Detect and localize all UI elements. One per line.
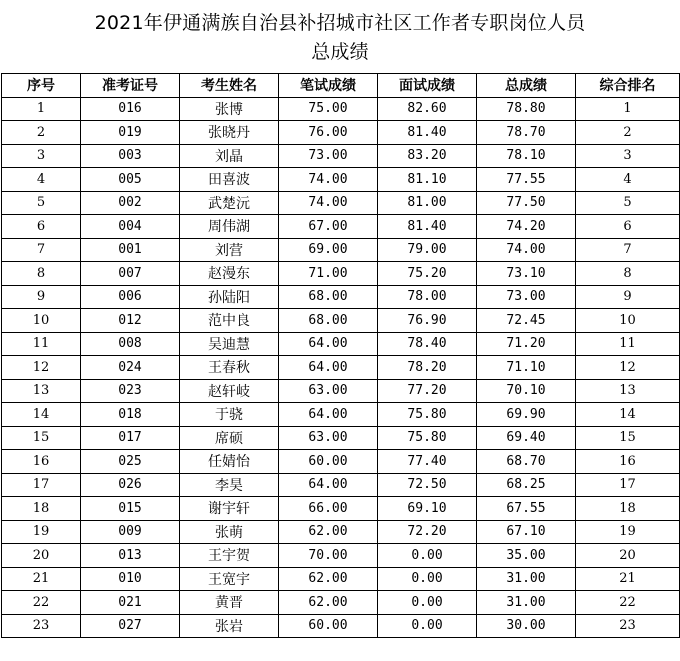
cell-candidate-name: 王宽宇 — [180, 567, 279, 591]
cell-serial-number: 17 — [2, 473, 81, 497]
cell-exam-ticket-number: 024 — [81, 356, 180, 380]
cell-total-score: 68.25 — [477, 473, 576, 497]
cell-overall-rank: 1 — [576, 97, 680, 121]
cell-interview-score: 77.40 — [378, 450, 477, 474]
cell-serial-number: 8 — [2, 262, 81, 286]
cell-total-score: 30.00 — [477, 614, 576, 638]
cell-overall-rank: 9 — [576, 285, 680, 309]
cell-written-score: 69.00 — [279, 238, 378, 262]
cell-exam-ticket-number: 006 — [81, 285, 180, 309]
cell-serial-number: 19 — [2, 520, 81, 544]
cell-written-score: 73.00 — [279, 144, 378, 168]
cell-overall-rank: 15 — [576, 426, 680, 450]
cell-overall-rank: 12 — [576, 356, 680, 380]
cell-written-score: 64.00 — [279, 332, 378, 356]
table-row — [2, 450, 680, 474]
cell-overall-rank: 23 — [576, 614, 680, 638]
header-exam-ticket-number: 准考证号 — [81, 74, 180, 98]
table-row — [2, 591, 680, 615]
header-interview-score: 面试成绩 — [378, 74, 477, 98]
cell-interview-score: 72.50 — [378, 473, 477, 497]
cell-interview-score: 75.20 — [378, 262, 477, 286]
cell-serial-number: 9 — [2, 285, 81, 309]
cell-serial-number: 4 — [2, 168, 81, 192]
cell-overall-rank: 21 — [576, 567, 680, 591]
cell-interview-score: 79.00 — [378, 238, 477, 262]
cell-exam-ticket-number: 017 — [81, 426, 180, 450]
cell-overall-rank: 14 — [576, 403, 680, 427]
cell-overall-rank: 11 — [576, 332, 680, 356]
cell-written-score: 63.00 — [279, 426, 378, 450]
table-row — [2, 215, 680, 239]
cell-total-score: 70.10 — [477, 379, 576, 403]
cell-written-score: 76.00 — [279, 121, 378, 145]
cell-candidate-name: 张岩 — [180, 614, 279, 638]
cell-interview-score: 81.10 — [378, 168, 477, 192]
table-row — [2, 567, 680, 591]
cell-serial-number: 20 — [2, 544, 81, 568]
document-title: 2021年伊通满族自治县补招城市社区工作者专职岗位人员 — [94, 12, 586, 34]
cell-total-score: 74.20 — [477, 215, 576, 239]
cell-interview-score: 78.40 — [378, 332, 477, 356]
cell-total-score: 73.00 — [477, 285, 576, 309]
cell-written-score: 74.00 — [279, 168, 378, 192]
cell-serial-number: 15 — [2, 426, 81, 450]
cell-serial-number: 16 — [2, 450, 81, 474]
header-serial-number: 序号 — [2, 74, 81, 98]
table-row — [2, 473, 680, 497]
cell-overall-rank: 7 — [576, 238, 680, 262]
cell-candidate-name: 赵轩岐 — [180, 379, 279, 403]
cell-exam-ticket-number: 003 — [81, 144, 180, 168]
cell-candidate-name: 席硕 — [180, 426, 279, 450]
cell-total-score: 78.70 — [477, 121, 576, 145]
cell-written-score: 62.00 — [279, 591, 378, 615]
cell-written-score: 75.00 — [279, 97, 378, 121]
cell-written-score: 60.00 — [279, 450, 378, 474]
table-row — [2, 168, 680, 192]
cell-exam-ticket-number: 027 — [81, 614, 180, 638]
cell-total-score: 68.70 — [477, 450, 576, 474]
header-overall-rank: 综合排名 — [576, 74, 680, 98]
cell-exam-ticket-number: 023 — [81, 379, 180, 403]
cell-written-score: 62.00 — [279, 567, 378, 591]
cell-interview-score: 72.20 — [378, 520, 477, 544]
cell-serial-number: 21 — [2, 567, 81, 591]
cell-interview-score: 78.00 — [378, 285, 477, 309]
cell-exam-ticket-number: 007 — [81, 262, 180, 286]
cell-written-score: 67.00 — [279, 215, 378, 239]
cell-overall-rank: 3 — [576, 144, 680, 168]
cell-exam-ticket-number: 021 — [81, 591, 180, 615]
cell-total-score: 67.55 — [477, 497, 576, 521]
table-row — [2, 309, 680, 333]
cell-candidate-name: 孙陆阳 — [180, 285, 279, 309]
table-row — [2, 614, 680, 638]
cell-overall-rank: 8 — [576, 262, 680, 286]
cell-total-score: 77.55 — [477, 168, 576, 192]
cell-exam-ticket-number: 010 — [81, 567, 180, 591]
cell-serial-number: 7 — [2, 238, 81, 262]
cell-candidate-name: 刘营 — [180, 238, 279, 262]
cell-overall-rank: 22 — [576, 591, 680, 615]
cell-candidate-name: 张晓丹 — [180, 121, 279, 145]
table-row — [2, 285, 680, 309]
cell-interview-score: 0.00 — [378, 567, 477, 591]
cell-overall-rank: 2 — [576, 121, 680, 145]
cell-interview-score: 0.00 — [378, 591, 477, 615]
cell-candidate-name: 任婧怡 — [180, 450, 279, 474]
table-row — [2, 403, 680, 427]
cell-interview-score: 0.00 — [378, 614, 477, 638]
table-row — [2, 426, 680, 450]
cell-interview-score: 0.00 — [378, 544, 477, 568]
table-row — [2, 520, 680, 544]
cell-exam-ticket-number: 009 — [81, 520, 180, 544]
cell-overall-rank: 20 — [576, 544, 680, 568]
cell-written-score: 64.00 — [279, 403, 378, 427]
header-total-score: 总成绩 — [477, 74, 576, 98]
cell-candidate-name: 武楚沅 — [180, 191, 279, 215]
cell-exam-ticket-number: 026 — [81, 473, 180, 497]
cell-written-score: 64.00 — [279, 356, 378, 380]
cell-overall-rank: 16 — [576, 450, 680, 474]
table-row — [2, 121, 680, 145]
cell-interview-score: 81.40 — [378, 121, 477, 145]
cell-candidate-name: 周伟湖 — [180, 215, 279, 239]
cell-candidate-name: 于骁 — [180, 403, 279, 427]
cell-candidate-name: 黄晋 — [180, 591, 279, 615]
cell-overall-rank: 4 — [576, 168, 680, 192]
cell-candidate-name: 刘晶 — [180, 144, 279, 168]
cell-serial-number: 22 — [2, 591, 81, 615]
cell-total-score: 31.00 — [477, 591, 576, 615]
cell-interview-score: 78.20 — [378, 356, 477, 380]
cell-total-score: 35.00 — [477, 544, 576, 568]
cell-total-score: 71.10 — [477, 356, 576, 380]
cell-serial-number: 23 — [2, 614, 81, 638]
cell-exam-ticket-number: 002 — [81, 191, 180, 215]
table-row — [2, 544, 680, 568]
cell-written-score: 68.00 — [279, 309, 378, 333]
scores-table — [1, 73, 680, 638]
cell-serial-number: 11 — [2, 332, 81, 356]
cell-interview-score: 81.40 — [378, 215, 477, 239]
cell-written-score: 66.00 — [279, 497, 378, 521]
cell-serial-number: 3 — [2, 144, 81, 168]
table-row — [2, 191, 680, 215]
cell-interview-score: 82.60 — [378, 97, 477, 121]
cell-total-score: 78.10 — [477, 144, 576, 168]
cell-overall-rank: 17 — [576, 473, 680, 497]
cell-serial-number: 6 — [2, 215, 81, 239]
cell-overall-rank: 13 — [576, 379, 680, 403]
cell-exam-ticket-number: 016 — [81, 97, 180, 121]
cell-total-score: 73.10 — [477, 262, 576, 286]
cell-candidate-name: 田喜波 — [180, 168, 279, 192]
document-subtitle: 总成绩 — [311, 41, 369, 63]
header-written-score: 笔试成绩 — [279, 74, 378, 98]
cell-total-score: 77.50 — [477, 191, 576, 215]
cell-total-score: 71.20 — [477, 332, 576, 356]
cell-exam-ticket-number: 012 — [81, 309, 180, 333]
table-row — [2, 262, 680, 286]
cell-written-score: 60.00 — [279, 614, 378, 638]
table-row — [2, 497, 680, 521]
cell-interview-score: 76.90 — [378, 309, 477, 333]
cell-candidate-name: 赵漫东 — [180, 262, 279, 286]
cell-total-score: 74.00 — [477, 238, 576, 262]
cell-written-score: 62.00 — [279, 520, 378, 544]
cell-candidate-name: 王宇贺 — [180, 544, 279, 568]
cell-exam-ticket-number: 015 — [81, 497, 180, 521]
cell-serial-number: 13 — [2, 379, 81, 403]
cell-candidate-name: 范中良 — [180, 309, 279, 333]
cell-overall-rank: 6 — [576, 215, 680, 239]
cell-candidate-name: 张博 — [180, 97, 279, 121]
cell-interview-score: 69.10 — [378, 497, 477, 521]
cell-written-score: 64.00 — [279, 473, 378, 497]
cell-interview-score: 75.80 — [378, 403, 477, 427]
cell-exam-ticket-number: 018 — [81, 403, 180, 427]
cell-total-score: 72.45 — [477, 309, 576, 333]
cell-serial-number: 2 — [2, 121, 81, 145]
cell-total-score: 69.90 — [477, 403, 576, 427]
cell-candidate-name: 吴迪慧 — [180, 332, 279, 356]
cell-total-score: 67.10 — [477, 520, 576, 544]
cell-exam-ticket-number: 008 — [81, 332, 180, 356]
table-body — [2, 97, 680, 638]
cell-candidate-name: 王春秋 — [180, 356, 279, 380]
table-row — [2, 97, 680, 121]
cell-interview-score: 83.20 — [378, 144, 477, 168]
cell-exam-ticket-number: 013 — [81, 544, 180, 568]
cell-interview-score: 75.80 — [378, 426, 477, 450]
cell-written-score: 63.00 — [279, 379, 378, 403]
cell-interview-score: 81.00 — [378, 191, 477, 215]
cell-serial-number: 10 — [2, 309, 81, 333]
table-row — [2, 379, 680, 403]
cell-written-score: 68.00 — [279, 285, 378, 309]
cell-interview-score: 77.20 — [378, 379, 477, 403]
cell-total-score: 69.40 — [477, 426, 576, 450]
cell-total-score: 78.80 — [477, 97, 576, 121]
cell-serial-number: 12 — [2, 356, 81, 380]
cell-written-score: 70.00 — [279, 544, 378, 568]
table-row — [2, 238, 680, 262]
header-row — [2, 74, 680, 98]
cell-exam-ticket-number: 025 — [81, 450, 180, 474]
cell-exam-ticket-number: 019 — [81, 121, 180, 145]
cell-exam-ticket-number: 004 — [81, 215, 180, 239]
cell-overall-rank: 5 — [576, 191, 680, 215]
cell-candidate-name: 张萌 — [180, 520, 279, 544]
cell-overall-rank: 19 — [576, 520, 680, 544]
cell-serial-number: 1 — [2, 97, 81, 121]
table-row — [2, 332, 680, 356]
cell-overall-rank: 10 — [576, 309, 680, 333]
table-row — [2, 144, 680, 168]
header-candidate-name: 考生姓名 — [180, 74, 279, 98]
cell-written-score: 71.00 — [279, 262, 378, 286]
cell-total-score: 31.00 — [477, 567, 576, 591]
cell-written-score: 74.00 — [279, 191, 378, 215]
cell-serial-number: 18 — [2, 497, 81, 521]
cell-candidate-name: 谢宇轩 — [180, 497, 279, 521]
cell-candidate-name: 李昊 — [180, 473, 279, 497]
cell-serial-number: 14 — [2, 403, 81, 427]
cell-exam-ticket-number: 005 — [81, 168, 180, 192]
cell-serial-number: 5 — [2, 191, 81, 215]
cell-overall-rank: 18 — [576, 497, 680, 521]
cell-exam-ticket-number: 001 — [81, 238, 180, 262]
table-row — [2, 356, 680, 380]
